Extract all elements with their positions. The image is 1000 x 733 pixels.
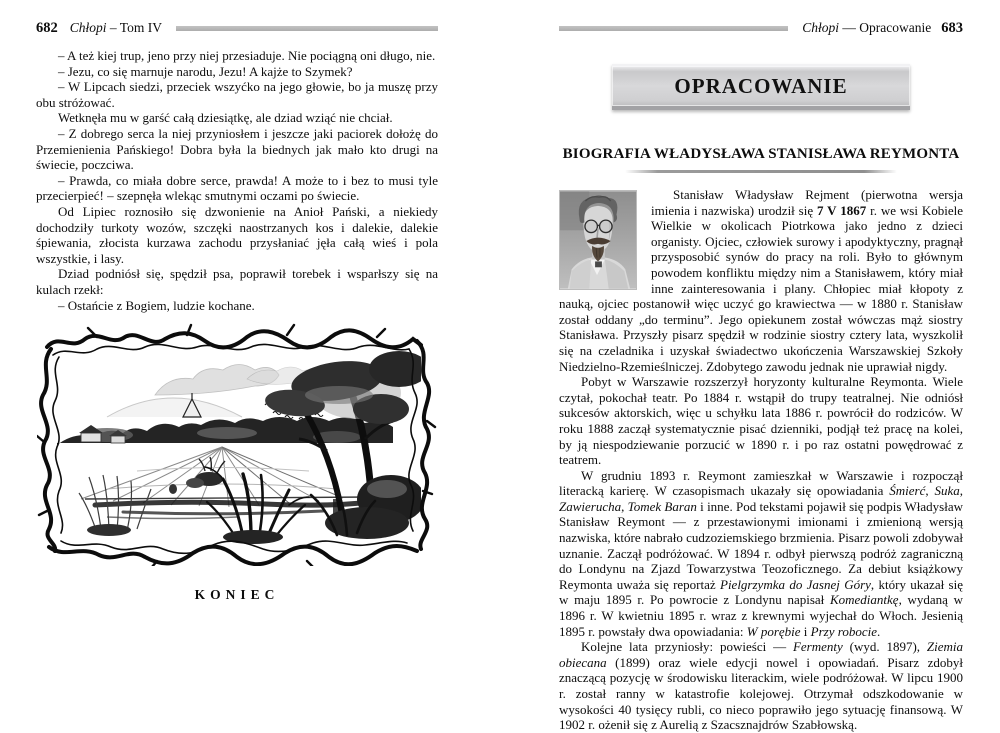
section-banner-label: OPRACOWANIE (674, 74, 848, 98)
page-number-left: 682 (36, 19, 58, 36)
header-rule-left (176, 26, 438, 31)
novel-paragraph: – Jezu, co się marnuje narodu, Jezu! A kajże to Szymek? (58, 63, 353, 79)
novel-text (36, 48, 438, 313)
bio-paragraph: Stanisław Władysław Rejment (pierwotna wersja imienia i nazwiska) urodził się 7 V 1867 r. we wsi Kobiele Wielkie w okolicach Piotrkowa jako jedno z dzieci organisty. Ojciec, człowiek surowy i apodyktyczny, pragnął przysposobić synów do pracy na roli. Było to głównym powodem konfliktu między nim a Stanisławem, który miał inne zainteresowania i plany. Chłopiec miał kłopoty z nauką, ojciec postanowił więc uczyć go krawiectwa — w 1880 r. Stanisław został oddany „do terminu”. Jego opiekunem został wówczas mąż siostry Stanisława. Przyszły pisarz spędził w rodzinie siostry cztery lata, wyszkolił się na czeladnika i uzyskał świadectwo ukończenia Warszawskiej Szkoły Niedzielno-Rzemieślniczej. Zdobytego zawodu jednak nie uprawiał nigdy. (559, 187, 964, 374)
biography-heading: BIOGRAFIA WŁADYSŁAWA STANISŁAWA REYMONTA (562, 146, 960, 162)
page-left (36, 20, 438, 603)
end-illustration (36, 321, 438, 603)
running-title-right: Chłopi — Opracowanie (802, 20, 932, 35)
running-header-right (559, 20, 963, 36)
bio-paragraph: Kolejne lata przyniosły: powieści — Fermenty (wyd. 1897), Ziemia obiecana (1899) oraz wiele edycji nowel i opowiadań. Pisarz zdobył znaczącą pozycję w środowisku literackim, wiele podróżował. W lipcu 1900 r. został ranny w katastrofie kolejowej. Otrzymał odszkodowanie w wysokości 40 tysięcy rubli, co nieco poprawiło jego sytuację finansową. W 1902 r. ożenił się z Aurelią z Szacsznajdrów Szabłowską. (559, 639, 964, 733)
novel-paragraph: Wetknęła mu w garść całą dziesiątkę, ale dziad wziąć nie chciał. (58, 110, 393, 126)
novel-paragraph: – Z dobrego serca la niej przyniosłem i jeszcze jaki paciorek dołożę do Przemienienia Pańskiego! Dobra była la biednych jak mało kto drugi na świecie, poczciwa. (36, 125, 438, 173)
novel-paragraph: – W Lipcach siedzi, przeciek wszyćko na jego głowie, bo ja muszę przy obu stróżować. (36, 79, 438, 110)
header-rule-right (559, 26, 788, 31)
novel-paragraph: Dziad podniósł się, spędził psa, poprawił torebek i wsparłszy się na kulach rzekł: (36, 266, 438, 297)
novel-paragraph: Od Lipiec roznosiło się dzwonienie na Anioł Pański, a niekiedy dochodziły turkoty wozów, szczęki naostrzanych kos i dalekie, dalekie śpiewania, złocista kurzawa zachodu przysłaniać jęła całą wieś i pola wszystkie, i lasy. (36, 203, 438, 266)
page-right (559, 20, 963, 733)
heading-rule (625, 170, 897, 173)
novel-paragraph: – A też kiej trup, jeno przy niej przesiaduje. Nie pociągną oni długo, nie. (58, 48, 436, 63)
end-caption: KONIEC (194, 587, 280, 603)
page-number-right: 683 (941, 19, 963, 36)
novel-paragraph: – Ostańcie z Bogiem, ludzie kochane. (58, 297, 255, 313)
illustration-scene (37, 321, 437, 566)
landscape-drawing (37, 321, 437, 566)
running-header-left (36, 20, 438, 36)
bio-paragraph: Pobyt w Warszawie rozszerzył horyzonty kulturalne Reymonta. Wiele czytał, pokochał teatr. Po 1884 r. wstąpił do trupy teatralnej. Nie odniósł sukcesów aktorskich, więc u schyłku lata 1886 r. powrócił do rodziców. W roku 1888 zaczął systematycznie pisać dzienniki, podjął też pracę na kolei, by ją niespodziewanie porzucić w 1890 r. i po raz ostatni powędrować z teatrem. (559, 374, 963, 468)
novel-paragraph: – Prawda, co miała dobre serce, prawda! A może to i bez to musi tyle przecierpieć! – szepnęła wlekąc smutnymi oczami po świecie. (36, 172, 438, 204)
biography-text (559, 187, 963, 733)
section-banner (612, 64, 910, 110)
bio-paragraph: W grudniu 1893 r. Reymont zamieszkał w Warszawie i rozpoczął literacką karierę. W czasopismach ukazały się opowiadania Śmierć, Suka, Zawierucha, Tomek Baran i inne. Pod tekstami pojawił się podpis Władysław Stanisław Reymont — z przestawionymi imionami i zmienioną wersją nazwiska, które nabrało cudzoziemskiego brzmienia. Pisarz powoli zdobywał uznanie. Zaczął podróżować. W 1894 r. odbył pierwszą podróż zagraniczną do Londynu na Zjazd Towarzystwa Teozoficznego. Za debiut książkowy Reymonta uważa się reportaż Pielgrzymka do Jasnej Góry, który ukazał się w maju 1895 r. Po powrocie z Londynu napisał Komediantkę, wydaną w 1896 r. W kwietniu 1895 r. wraz z krewnymi wyjechał do Włoch. Jesienią 1895 r. powstały dwa opowiadania: W porębie i Przy robocie. (559, 467, 964, 639)
portrait-photo (560, 191, 636, 289)
author-portrait (559, 190, 637, 290)
running-title-left: Chłopi – Tom IV (69, 20, 162, 35)
